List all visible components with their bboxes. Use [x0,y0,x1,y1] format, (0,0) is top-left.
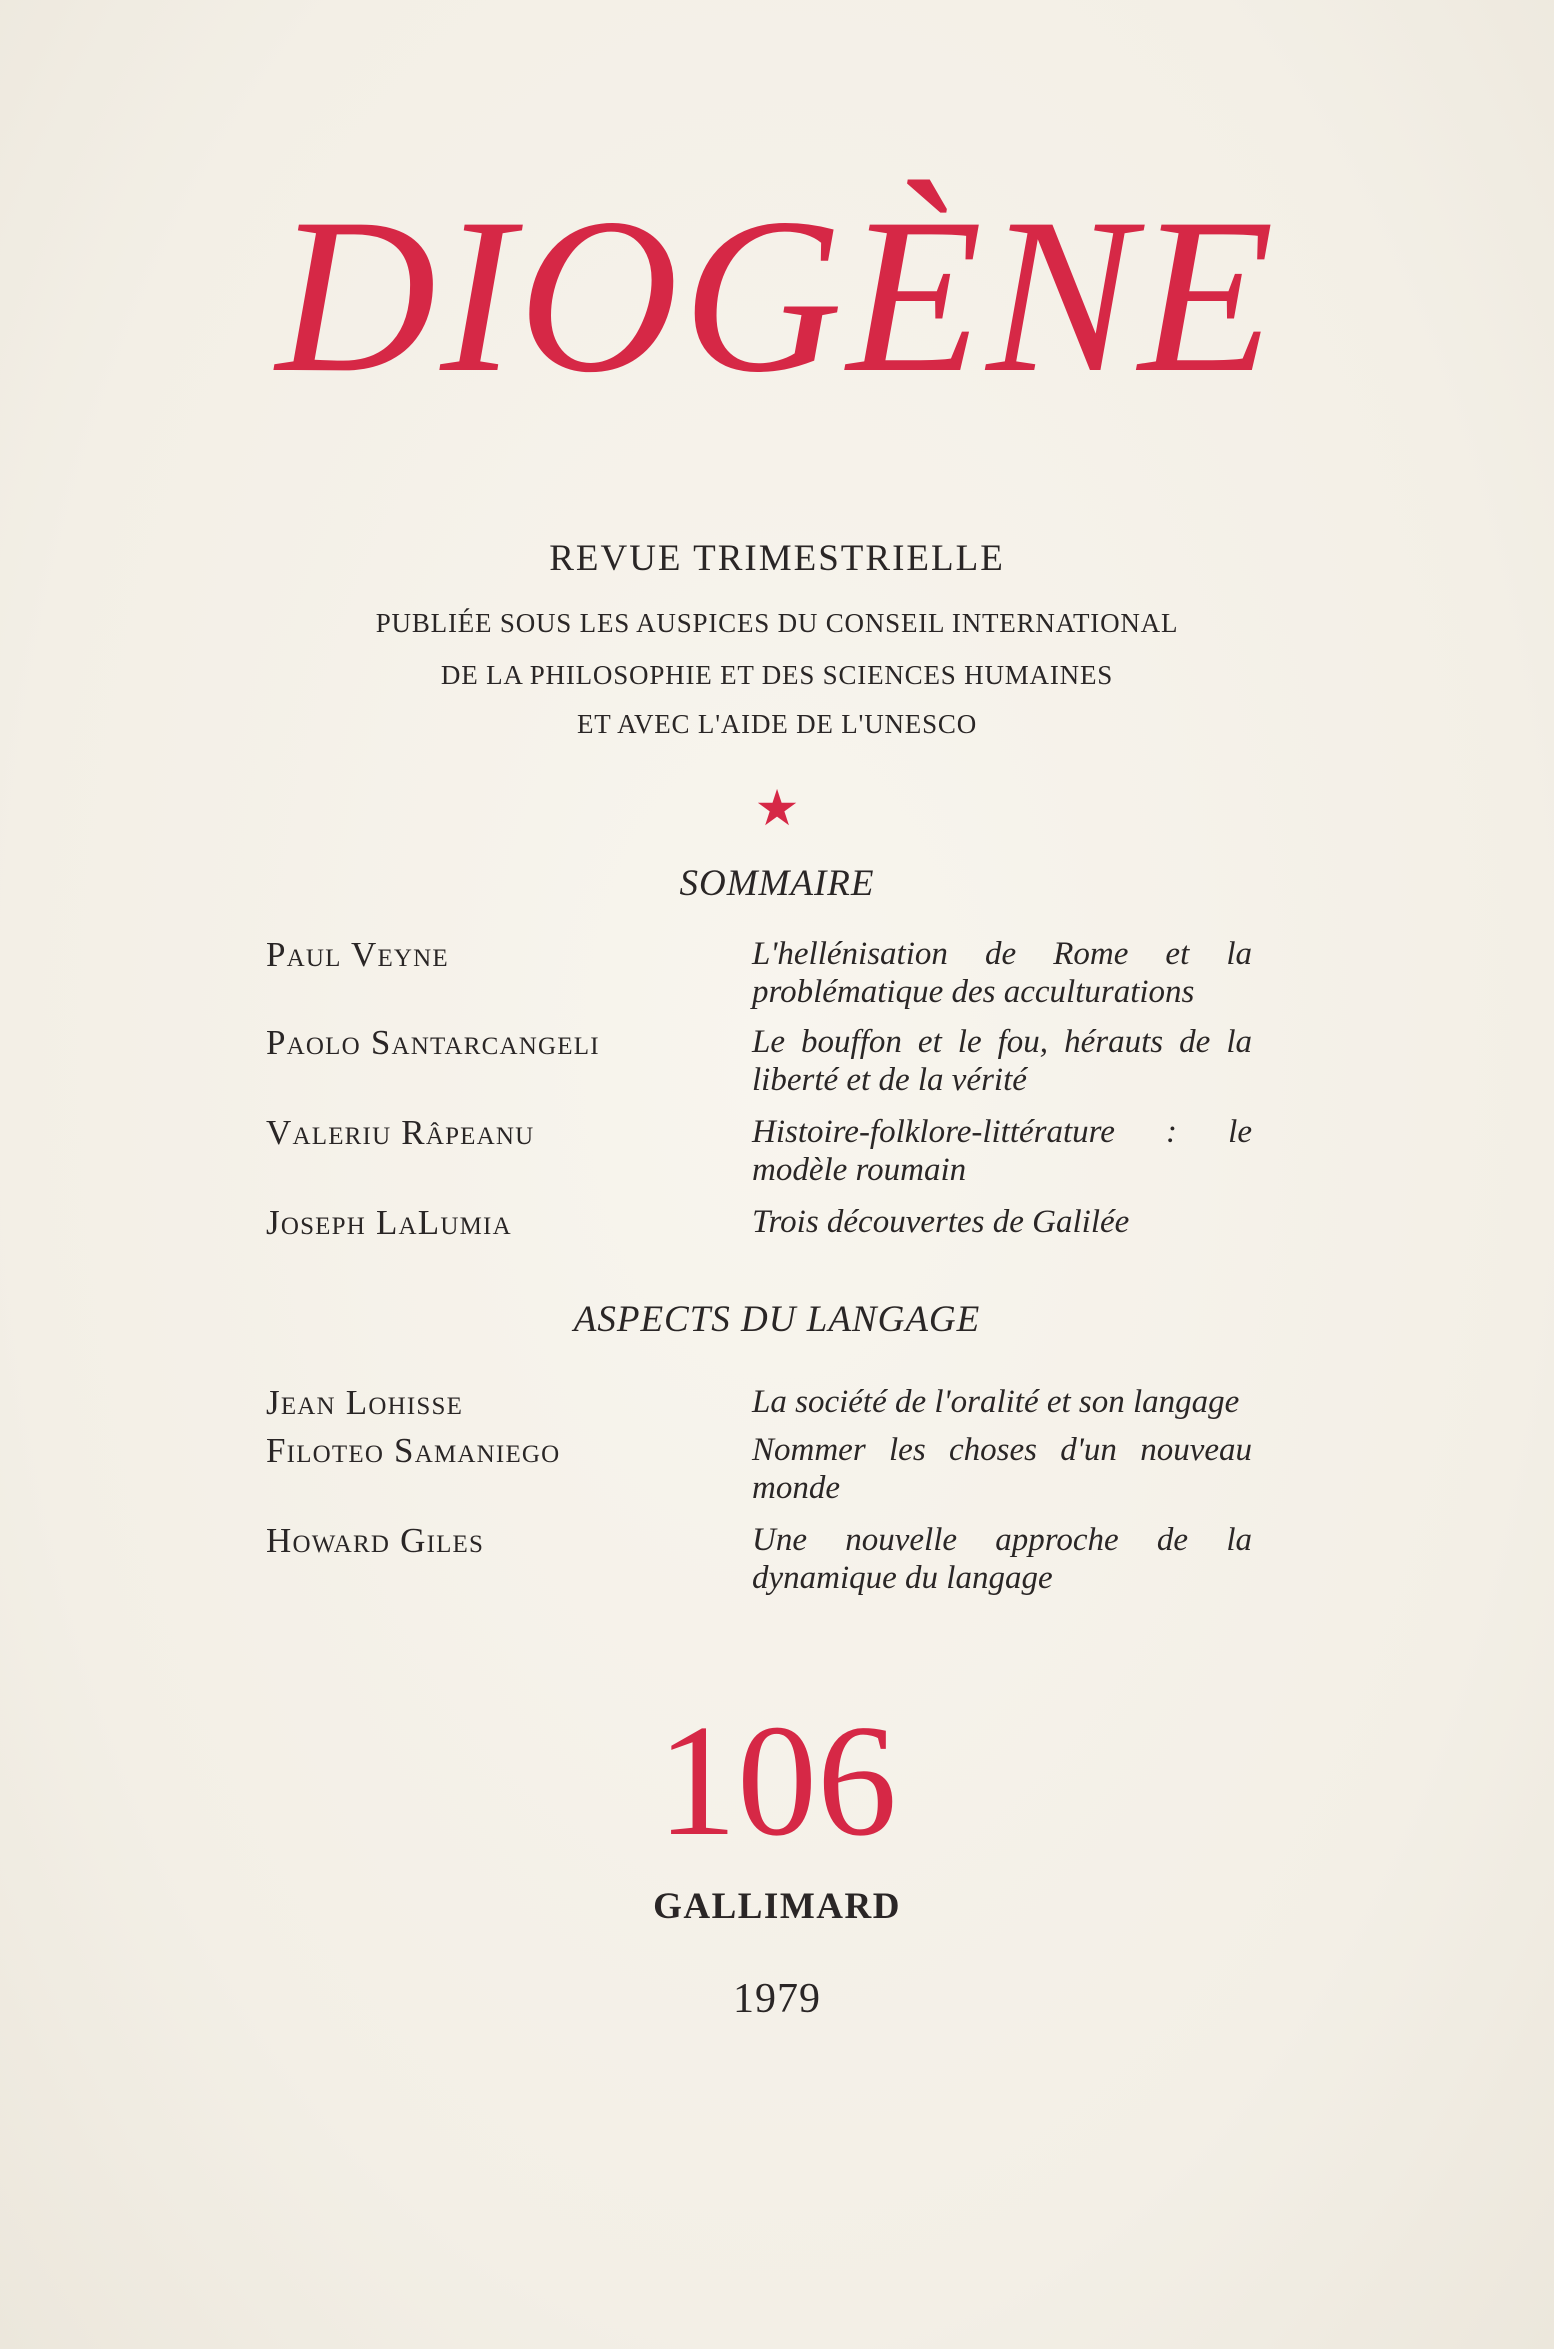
issue-number: 106 [657,1691,897,1869]
contents-author: Filoteo Samaniego [266,1431,561,1470]
contents-article-title: Histoire-folklore-littérature : le modèle roumain [752,1114,1252,1188]
description-line-1: PUBLIÉE SOUS LES AUSPICES DU CONSEIL INTERNATIONAL [375,608,1179,638]
contents-article-title: Une nouvelle approche de la dynamique du langage [752,1522,1252,1596]
contents-author: Paolo Santarcangeli [266,1023,600,1062]
contents-author: Howard Giles [266,1521,485,1560]
contents-article-title: Le bouffon et le fou, hérauts de la liberté et de la vérité [752,1024,1252,1098]
contents-heading: SOMMAIRE [679,863,875,904]
publisher-name: GALLIMARD [653,1886,901,1927]
description-line-3: ET AVEC L'AIDE DE L'UNESCO [576,709,978,739]
contents-article-title: L'hellénisation de Rome et la problématique des acculturations [752,936,1252,1010]
publication-year: 1979 [733,1976,821,2022]
contents-author: Jean Lohisse [266,1383,464,1422]
contents-author: Joseph LaLumia [266,1203,512,1242]
contents-article-title: Trois découvertes de Galilée [752,1204,1130,1240]
contents-author: Valeriu Râpeanu [266,1113,535,1152]
contents-article-title: La société de l'oralité et son langage [752,1384,1240,1420]
magazine-subtitle: REVUE TRIMESTRIELLE [549,538,1005,579]
description-line-2: DE LA PHILOSOPHIE ET DES SCIENCES HUMAINES [440,660,1114,690]
magazine-title: DIOGÈNE [275,173,1279,419]
contents-author: Paul Veyne [266,935,449,974]
star-icon: ★ [754,780,800,836]
contents-article-title: Nommer les choses d'un nouveau monde [752,1432,1252,1506]
section-heading: ASPECTS DU LANGAGE [573,1299,981,1340]
